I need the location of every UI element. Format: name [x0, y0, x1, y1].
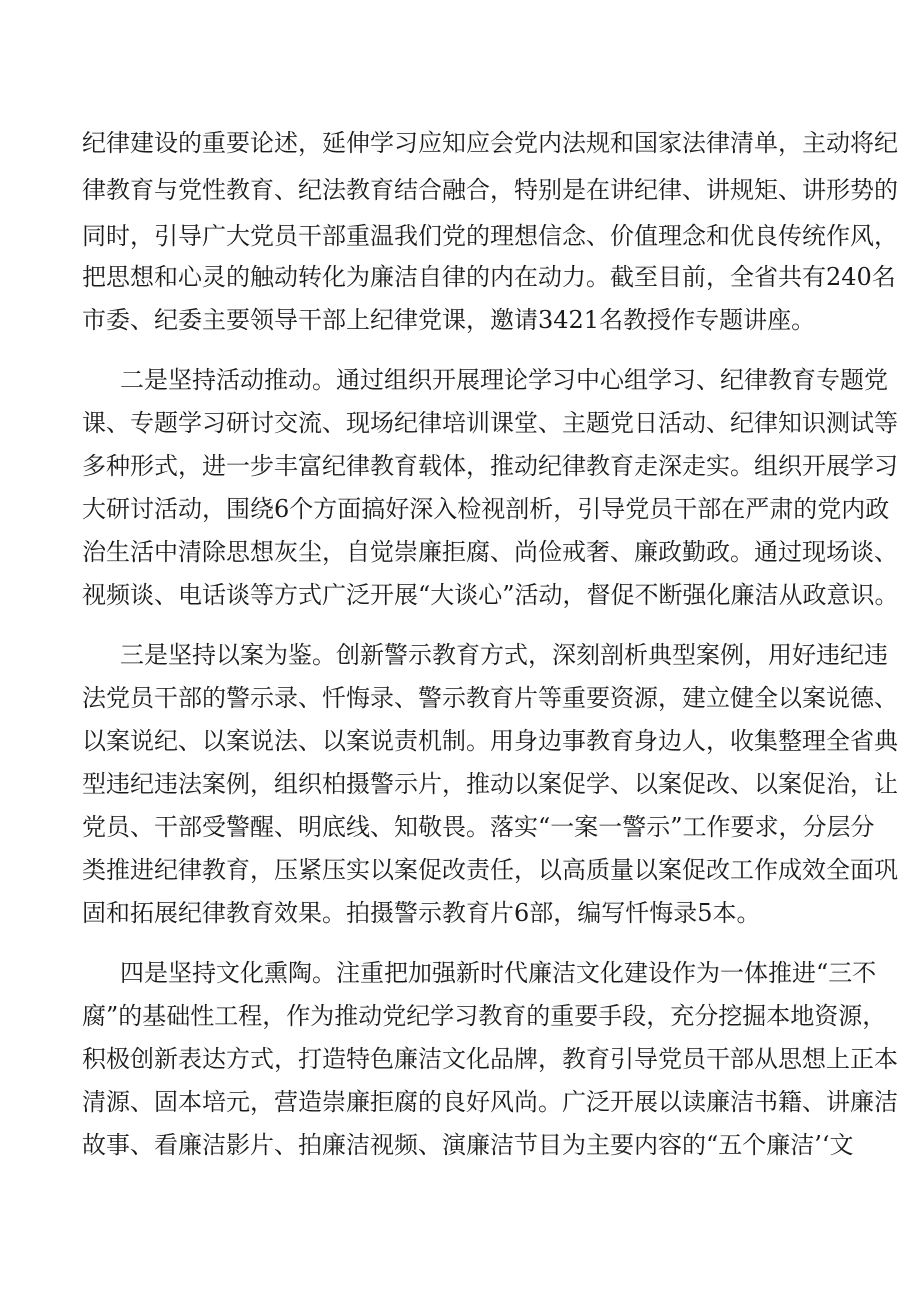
- paragraph-1-line-5: 市委、纪委主要领导干部上纪律党课，邀请3421名教授作专题讲座。: [82, 306, 816, 334]
- paragraph-2-line-2: 课、专题学习研讨交流、现场纪律培训课堂、主题党日活动、纪律知识测试等: [82, 409, 898, 437]
- paragraph-4-line-5: 故事、看廉洁影片、拍廉洁视频、演廉洁节目为主要内容的“五个廉洁’‘文: [82, 1131, 854, 1159]
- paragraph-3-line-1: 三是坚持以案为鉴。创新警示教育方式，深刻剖析典型案例，用好违纪违: [120, 641, 888, 669]
- paragraph-4-line-2: 腐”的基础性工程，作为推动党纪学习教育的重要手段，充分挖掘本地资源，: [82, 1002, 887, 1030]
- paragraph-1-line-3: 同时，引导广大党员干部重温我们党的理想信念、价值理念和优良传统作风，: [82, 222, 898, 250]
- paragraph-3-line-3: 以案说纪、以案说法、以案说责机制。用身边事教育身边人，收集整理全省典: [82, 727, 898, 755]
- paragraph-2-line-6: 视频谈、电话谈等方式广泛开展“大谈心”活动，督促不断强化廉洁从政意识。: [82, 581, 899, 609]
- paragraph-4-line-3: 积极创新表达方式，打造特色廉洁文化品牌，教育引导党员干部从思想上正本: [82, 1045, 898, 1073]
- paragraph-2-line-4: 大研讨活动，围绕6个方面搞好深入检视剖析，引导党员干部在严肃的党内政: [82, 495, 890, 523]
- paragraph-1-line-2: 律教育与党性教育、纪法教育结合融合，特别是在讲纪律、讲规矩、讲形势的: [82, 176, 898, 204]
- paragraph-3-line-7: 固和拓展纪律教育效果。拍摄警示教育片6部，编写忏悔录5本。: [82, 899, 761, 927]
- paragraph-3-line-6: 类推进纪律教育，压紧压实以案促改责任，以高质量以案促改工作成效全面巩: [82, 856, 898, 884]
- paragraph-2-line-1: 二是坚持活动推动。通过组织开展理论学习中心组学习、纪律教育专题党: [120, 366, 888, 394]
- paragraph-2-line-5: 治生活中清除思想灰尘，自觉崇廉拒腐、尚俭戒奢、廉政勤政。通过现场谈、: [82, 538, 898, 566]
- paragraph-4-line-4: 清源、固本培元，营造崇廉拒腐的良好风尚。广泛开展以读廉洁书籍、讲廉洁: [82, 1088, 898, 1116]
- paragraph-1-line-1: 纪律建设的重要论述，延伸学习应知应会党内法规和国家法律清单，主动将纪: [82, 129, 898, 157]
- paragraph-1-line-4: 把思想和心灵的触动转化为廉洁自律的内在动力。截至目前，全省共有240名: [82, 263, 896, 291]
- paragraph-2-line-3: 多种形式，进一步丰富纪律教育载体，推动纪律教育走深走实。组织开展学习: [82, 452, 898, 480]
- paragraph-3-line-5: 党员、干部受警醒、明底线、知敬畏。落实“一案一警示”工作要求，分层分: [82, 813, 875, 841]
- paragraph-4-line-1: 四是坚持文化熏陶。注重把加强新时代廉洁文化建设作为一体推进“三不: [120, 959, 877, 987]
- paragraph-3-line-2: 法党员干部的警示录、忏悔录、警示教育片等重要资源，建立健全以案说德、: [82, 684, 898, 712]
- paragraph-3-line-4: 型违纪违法案例，组织柏摄警示片，推动以案促学、以案促改、以案促治，让: [82, 770, 898, 798]
